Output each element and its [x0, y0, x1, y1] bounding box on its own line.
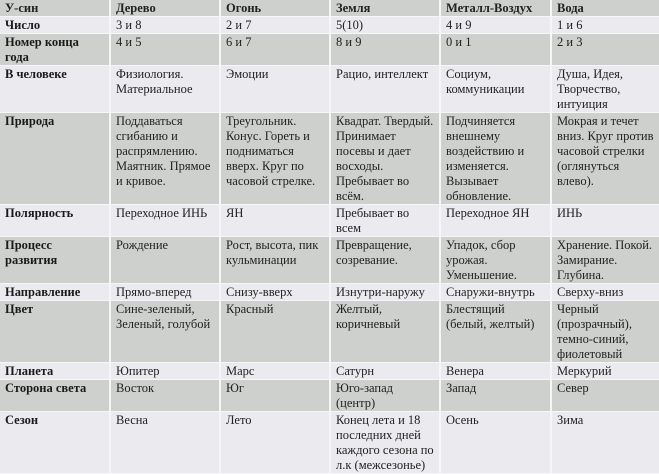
table-cell: Рождение — [110, 237, 220, 284]
table-cell: Физиология. Материальное — [110, 66, 220, 113]
table-row-season — [0, 412, 659, 474]
table-cell: Юг — [220, 380, 330, 412]
table-cell: Блестящий (белый, желтый) — [440, 301, 551, 363]
table-cell: Превращение, созревание. — [330, 237, 440, 284]
row-label: Число — [0, 17, 110, 34]
table-cell: Сатурн — [330, 363, 440, 380]
table-cell: Рацио, интеллект — [330, 66, 440, 113]
table-cell: Черный (прозрачный), темно-синий, фиолетовый — [551, 301, 659, 363]
table-cell: Переходное ЯН — [440, 205, 551, 237]
table-cell: Желтый, коричневый — [330, 301, 440, 363]
table-row-year-end — [0, 34, 659, 66]
row-label: Полярность — [0, 205, 110, 237]
table-cell: 3 и 8 — [110, 17, 220, 34]
row-label: Природа — [0, 113, 110, 205]
table-cell: Красный — [220, 301, 330, 363]
table-cell: Поддаваться сгибанию и распрямлению. Маятник. Прямое и кривое. — [110, 113, 220, 205]
table-cell: Прямо-вперед — [110, 284, 220, 301]
table-row-planet — [0, 363, 659, 380]
table-cell: 8 и 9 — [330, 34, 440, 66]
table-cell: Осень — [440, 412, 551, 474]
row-label: Направление — [0, 284, 110, 301]
table-cell: Снаружи-внутрь — [440, 284, 551, 301]
table-row-nature — [0, 113, 659, 205]
header-cell-fire: Огонь — [220, 0, 330, 17]
header-cell-water: Вода — [551, 0, 659, 17]
table-cell: Снизу-вверх — [220, 284, 330, 301]
table-cell: Изнутри-наружу — [330, 284, 440, 301]
table-cell: Эмоции — [220, 66, 330, 113]
table-cell: Рост, высота, пик кульминации — [220, 237, 330, 284]
table-cell: Сверху-вниз — [551, 284, 659, 301]
table-cell: 5(10) — [330, 17, 440, 34]
header-cell-wood: Дерево — [110, 0, 220, 17]
table-cell: Марс — [220, 363, 330, 380]
row-label: Сторона света — [0, 380, 110, 412]
table-cell: ЯН — [220, 205, 330, 237]
table-cell: Меркурий — [551, 363, 659, 380]
table-cell: Хранение. Покой. Замирание. Глубина. — [551, 237, 659, 284]
table-row-number — [0, 17, 659, 34]
table-cell: Восток — [110, 380, 220, 412]
table-cell: Треугольник. Конус. Гореть и подниматься вверх. Круг по часовой стрелке. — [220, 113, 330, 205]
table-cell: Квадрат. Твердый. Принимает посевы и дает восходы. Пребывает во всём. — [330, 113, 440, 205]
row-label: Номер конца года — [0, 34, 110, 66]
table-cell: 4 и 5 — [110, 34, 220, 66]
table-cell: Север — [551, 380, 659, 412]
table-row-cardinal-direction — [0, 380, 659, 412]
table-cell: Венера — [440, 363, 551, 380]
table-row-development — [0, 237, 659, 284]
table-cell: Весна — [110, 412, 220, 474]
header-cell-wuxing: У-син — [0, 0, 110, 17]
table-cell: Конец лета и 18 последних дней каждого сезона по л.к (межсезонье) — [330, 412, 440, 474]
header-cell-earth: Земля — [330, 0, 440, 17]
table-cell: Подчиняется внешнему воздействию и изменяется. Вызывает обновление. — [440, 113, 551, 205]
header-cell-metal-air: Металл-Воздух — [440, 0, 551, 17]
row-label: Процесс развития — [0, 237, 110, 284]
table-row-polarity — [0, 205, 659, 237]
table-cell: Пребывает во всем — [330, 205, 440, 237]
table-row-color — [0, 301, 659, 363]
table-cell: Зима — [551, 412, 659, 474]
table-cell: 2 и 3 — [551, 34, 659, 66]
table-cell: 6 и 7 — [220, 34, 330, 66]
table-row-in-human — [0, 66, 659, 113]
row-label: В человеке — [0, 66, 110, 113]
table-cell: 4 и 9 — [440, 17, 551, 34]
table-cell: Юго-запад (центр) — [330, 380, 440, 412]
table-cell: Запад — [440, 380, 551, 412]
table-cell: Социум, коммуникации — [440, 66, 551, 113]
table-cell: Упадок, сбор урожая. Уменьшение. — [440, 237, 551, 284]
table-cell: Лето — [220, 412, 330, 474]
table-cell: Юпитер — [110, 363, 220, 380]
table-cell: 1 и 6 — [551, 17, 659, 34]
row-label: Планета — [0, 363, 110, 380]
row-label: Цвет — [0, 301, 110, 363]
table-cell: ИНЬ — [551, 205, 659, 237]
table-row-direction — [0, 284, 659, 301]
table-cell: Сине-зеленый, Зеленый, голубой — [110, 301, 220, 363]
table-cell: Душа, Идея, Творчество, интуиция — [551, 66, 659, 113]
table-cell: 0 и 1 — [440, 34, 551, 66]
table-cell: Мокрая и течет вниз. Круг против часовой стрелки (оглянуться влево). — [551, 113, 659, 205]
table-cell: 2 и 7 — [220, 17, 330, 34]
row-label: Сезон — [0, 412, 110, 474]
table-cell: Переходное ИНЬ — [110, 205, 220, 237]
table-header-row — [0, 0, 659, 17]
